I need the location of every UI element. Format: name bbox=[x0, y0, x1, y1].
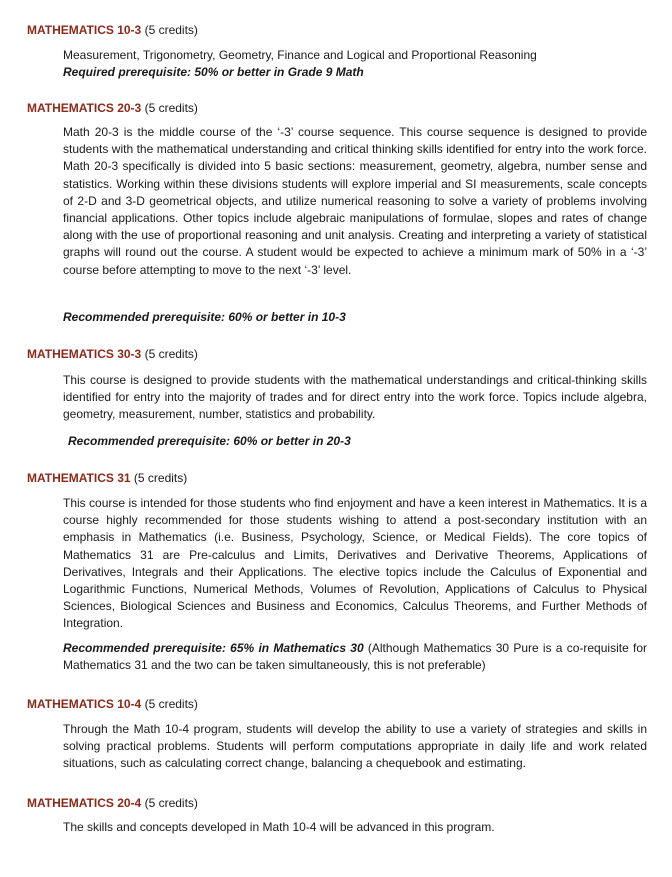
course-credits: (5 credits) bbox=[141, 101, 198, 115]
course-description: Through the Math 10-4 program, students will develop the ability to use a variety of strategies and skills in solving practical problems. Students will perform computations appropriate in daily life and work related situations, such as calculating correct change, balancing a chequebook and estimating. bbox=[63, 722, 647, 771]
course-description: This course is intended for those students who find enjoyment and have a keen interest in Mathematics. It is a course highly recommended for those students wishing to attend a post-secondary institution with an emphasis in Mathematics (i.e. Business, Psychology, Science, or Medical Fields). The core topics of Mathematics 31 are Pre-calculus and Limits, Derivatives and Derivative Theorems, Applications of Derivatives, Integrals and their Applications. The elective topics include the Calculus of Exponential and Logarithmic Functions, Numerical Methods, Volumes of Revolution, Applications of Calculus to Physical Sciences, Biological Sciences and Business and Economics, Calculus Theorems, and Further Methods of Integration. bbox=[63, 496, 647, 631]
course-code: MATHEMATICS 30-3 bbox=[27, 347, 142, 361]
course-code: MATHEMATICS 20-4 bbox=[27, 796, 142, 810]
course-heading bbox=[27, 471, 187, 486]
course-credits: (5 credits) bbox=[141, 347, 198, 361]
prerequisite-label: Recommended prerequisite: 60% or better in 20-3 bbox=[68, 434, 351, 448]
course-credits: (5 credits) bbox=[141, 23, 198, 37]
course-code: MATHEMATICS 31 bbox=[27, 471, 131, 485]
course-heading bbox=[27, 23, 198, 38]
course-heading bbox=[27, 347, 198, 362]
course-prerequisite bbox=[68, 433, 652, 450]
course-prerequisite bbox=[63, 64, 647, 81]
course-prerequisite bbox=[63, 640, 647, 674]
course-prerequisite bbox=[63, 309, 647, 326]
course-credits: (5 credits) bbox=[141, 796, 198, 810]
prerequisite-label: Required prerequisite: 50% or better in Grade 9 Math bbox=[63, 65, 364, 79]
course-description: This course is designed to provide students with the mathematical understandings and critical-thinking skills identified for entry into the majority of trades and for direct entry into the work force. Topics include algebra, geometry, measurement, number, statistics and probability. bbox=[63, 373, 647, 422]
course-code: MATHEMATICS 10-4 bbox=[27, 697, 142, 711]
course-credits: (5 credits) bbox=[141, 697, 198, 711]
course-description: Measurement, Trigonometry, Geometry, Finance and Logical and Proportional Reasoning bbox=[63, 48, 537, 62]
course-code: MATHEMATICS 10-3 bbox=[27, 23, 142, 37]
course-heading bbox=[27, 796, 198, 811]
prerequisite-note: (Although Mathematics 30 Pure is a co-requisite for Mathematics 31 and the two can be taken simultaneously, this is not preferable) bbox=[63, 641, 647, 673]
prerequisite-label: Recommended prerequisite: 60% or better in 10-3 bbox=[63, 310, 346, 324]
course-heading bbox=[27, 101, 198, 116]
course-description: The skills and concepts developed in Math 10-4 will be advanced in this program. bbox=[63, 820, 495, 834]
course-heading bbox=[27, 697, 198, 712]
course-code: MATHEMATICS 20-3 bbox=[27, 101, 142, 115]
course-description: Math 20-3 is the middle course of the ‘-3’ course sequence. This course sequence is designed to provide students with the mathematical understanding and critical thinking skills identified for entry into the work force. Math 20-3 specifically is divided into 5 basic sections: measurement, geometry, algebra, number sense and statistics. Working within these divisions students will explore imperial and SI measurements, scale concepts of 2-D and 3-D geometrical objects, and utilize numerical reasoning to solve a variety of problems involving financial applications. Other topics include algebraic manipulations of formulae, slopes and rates of change along with the use of proportional reasoning and unit analysis. Creating and interpreting a variety of statistical graphs will round out the course. A student would be expected to achieve a minimum mark of 50% in a ‘-3’ course before attempting to move to the next ‘-3’ level. bbox=[63, 125, 647, 277]
prerequisite-label: Recommended prerequisite: 65% in Mathematics 30 bbox=[63, 641, 364, 655]
course-credits: (5 credits) bbox=[130, 471, 188, 485]
